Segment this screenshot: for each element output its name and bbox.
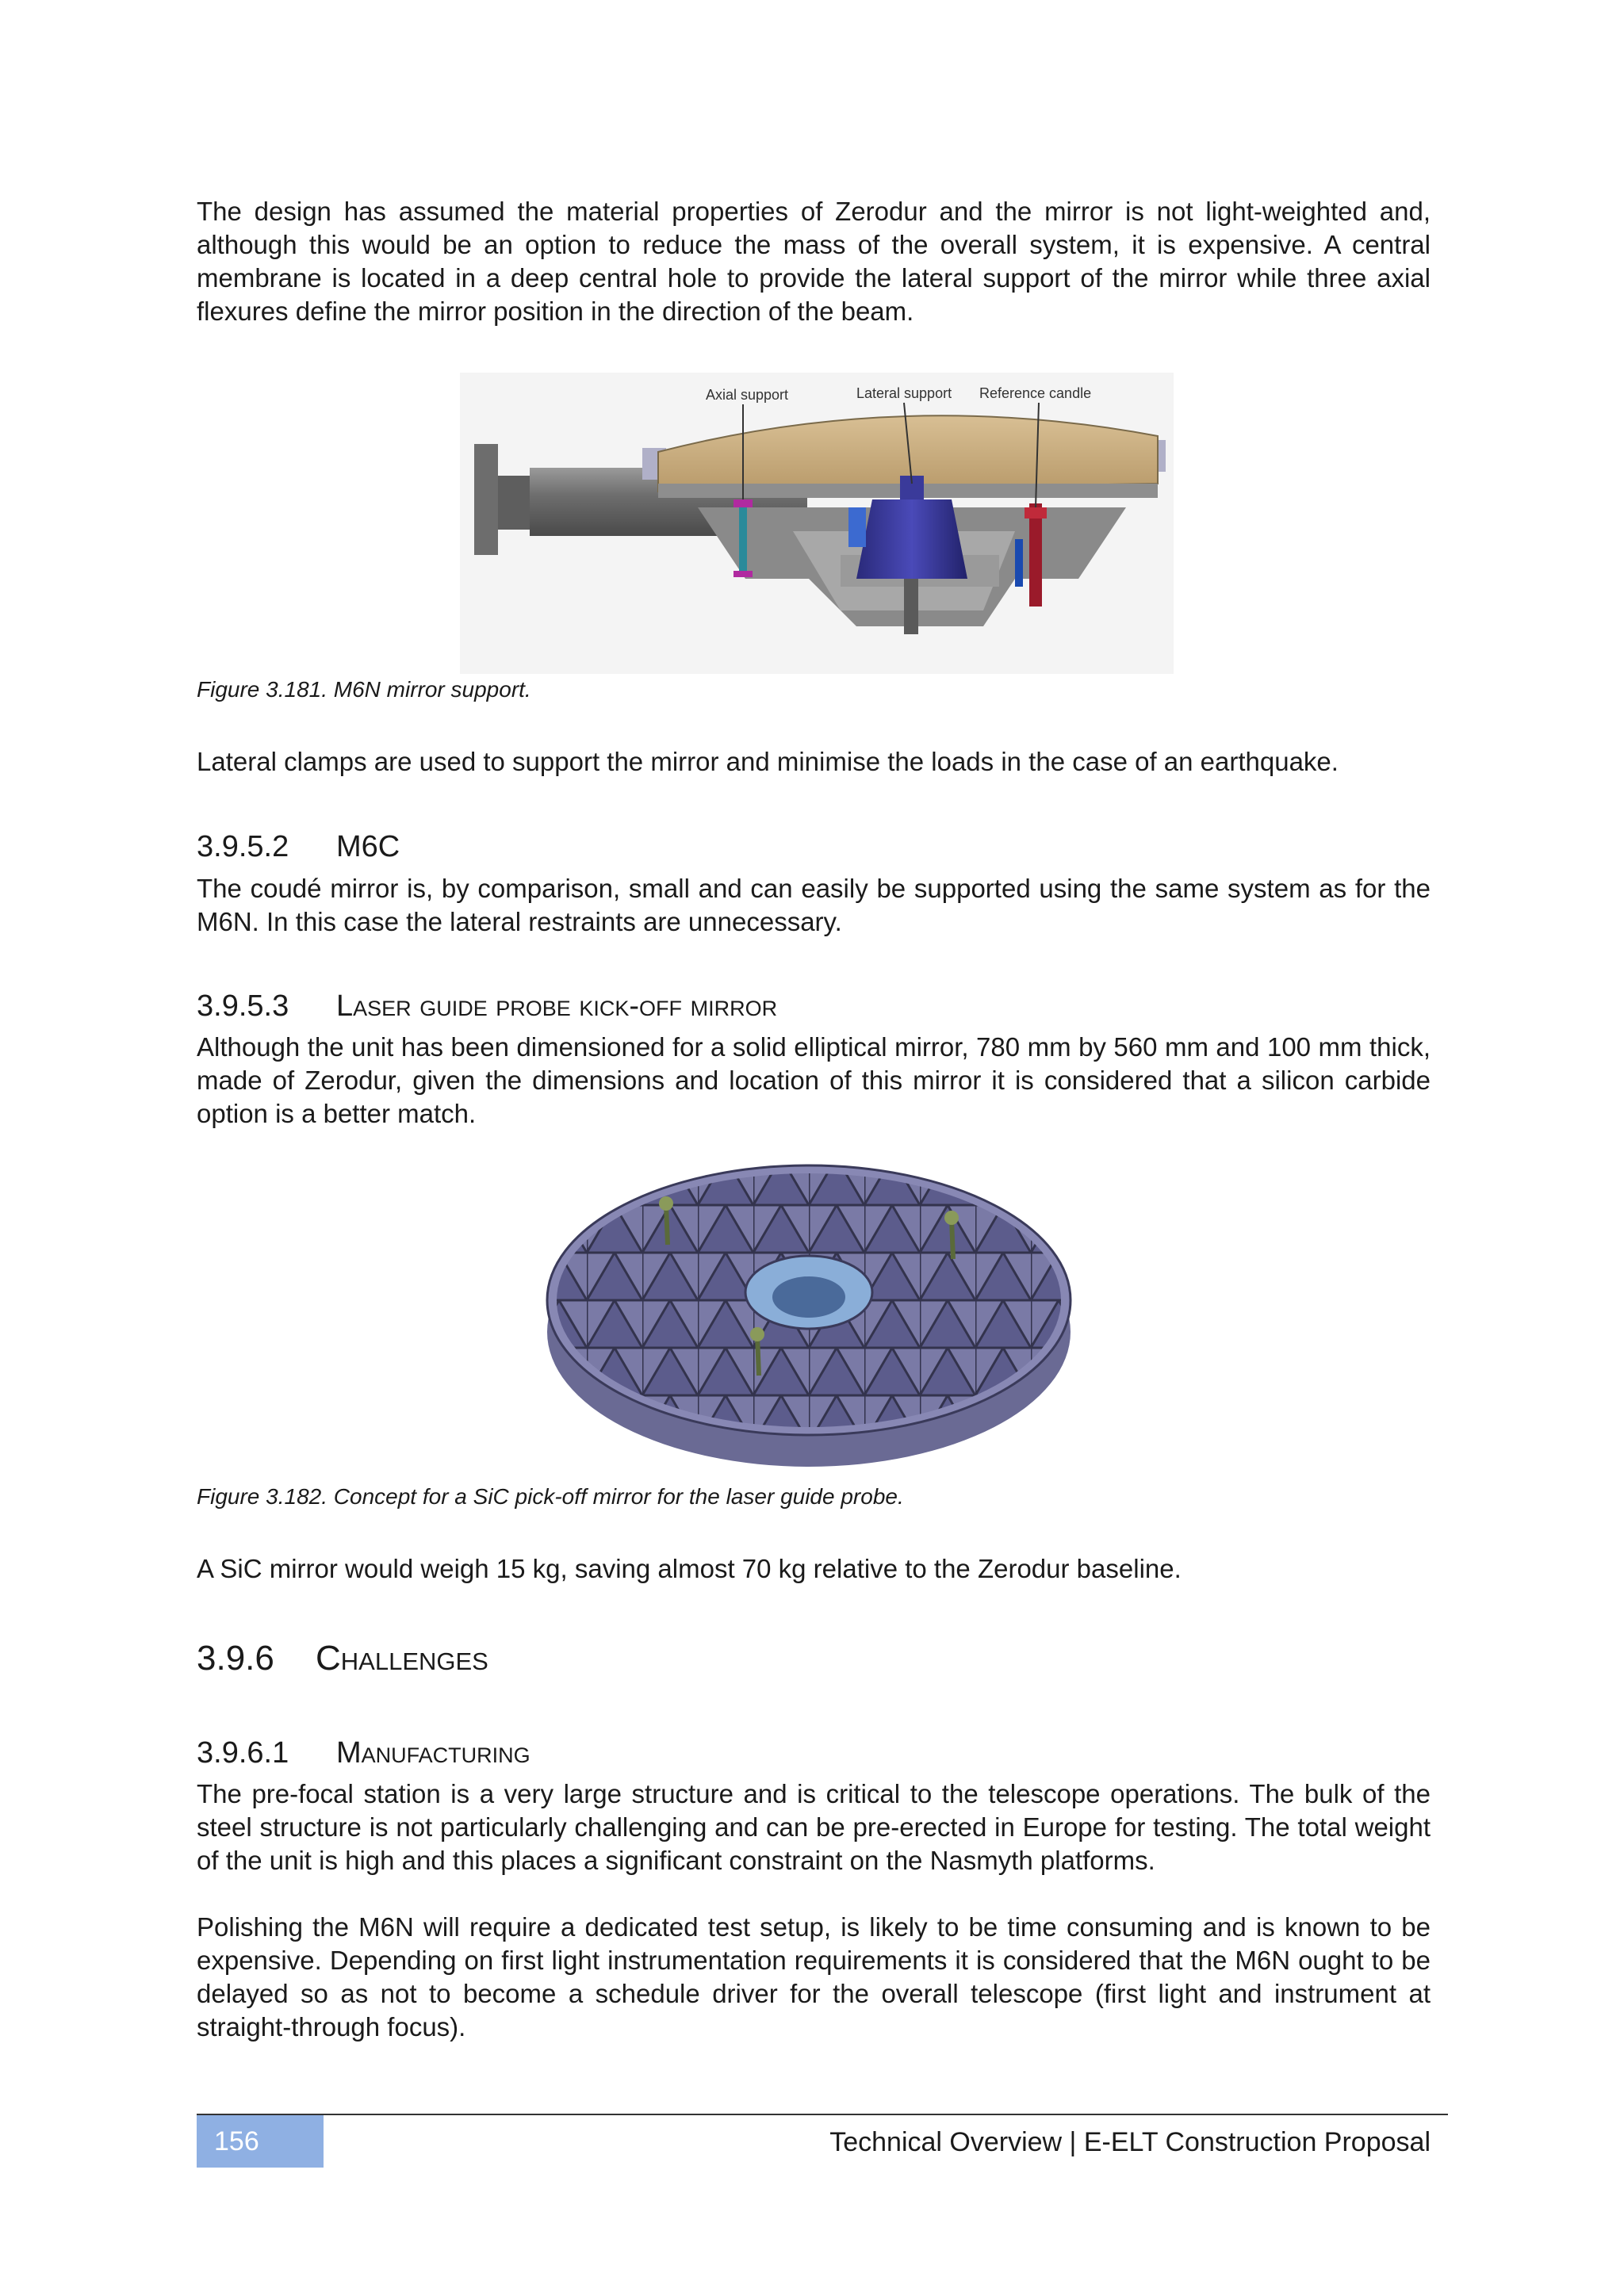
heading-laser-guide <box>197 988 777 1024</box>
paragraph-elliptical: Although the unit has been dimensioned for a solid elliptical mirror, 780 mm by 560 mm and 100 mm thick, made of Zerodur, given the dimensions and location of this mirror it is considered that a silicon carbide option is a better match. <box>197 1032 1431 1128</box>
heading-m6c <box>197 828 400 865</box>
heading-challenges <box>197 1638 488 1679</box>
figure-m6n-mirror-support <box>460 373 1174 674</box>
footer-rule <box>197 2114 1448 2115</box>
heading-number: 3.9.6.1 <box>197 1736 289 1770</box>
heading-number: 3.9.6 <box>197 1639 274 1678</box>
heading-number: 3.9.5.2 <box>197 830 289 863</box>
figure-caption-sic: Figure 3.182. Concept for a SiC pick-off mirror for the laser guide probe. <box>197 1484 904 1509</box>
paragraph-material: The design has assumed the material properties of Zerodur and the mirror is not light-weighted and, although this would be an option to reduce the mass of the overall system, it is expensive. A central membrane is located in a deep central hole to provide the lateral support of the mirror while three axial flexures define the mirror position in the direction of the beam. <box>197 197 1431 326</box>
heading-title: Manufacturing <box>336 1736 530 1770</box>
paragraph-sic-weight: A SiC mirror would weigh 15 kg, saving almost 70 kg relative to the Zerodur baseline. <box>197 1554 1182 1583</box>
heading-title: M6C <box>336 830 400 863</box>
label-lateral-support: Lateral support <box>856 385 952 401</box>
paragraph-polishing: Polishing the M6N will require a dedicated test setup, is likely to be time consuming and is known to be expensive. Depending on first light instrumentation requirements it is considered that the M6N ought to be delayed so as not to become a schedule driver for the overall telescope (first light and instrument at straight-through focus). <box>197 1912 1431 2042</box>
central-membrane <box>772 1276 845 1318</box>
page-number: 156 <box>197 2115 324 2168</box>
heading-title: Challenges <box>316 1639 488 1678</box>
footer-title: Technical Overview | E-ELT Construction Proposal <box>829 2127 1431 2157</box>
heading-manufacturing <box>197 1735 530 1771</box>
heading-title: Laser guide probe kick-off mirror <box>336 989 778 1023</box>
paragraph-coude: The coudé mirror is, by comparison, small and can easily be supported using the same system as for the M6N. In this case the lateral restraints are unnecessary. <box>197 874 1431 936</box>
figure-sic-pickoff-mirror <box>531 1158 1086 1475</box>
label-axial-support: Axial support <box>706 387 789 403</box>
figure-caption-m6n: Figure 3.181. M6N mirror support. <box>197 677 531 702</box>
paragraph-lateral-clamps: Lateral clamps are used to support the mirror and minimise the loads in the case of an earthquake. <box>197 747 1339 776</box>
heading-number: 3.9.5.3 <box>197 989 289 1023</box>
paragraph-prefocal: The pre-focal station is a very large structure and is critical to the telescope operations. The bulk of the steel structure is not particularly challenging and can be pre-erected in Europe for testing. The total weight of the unit is high and this places a significant constraint on the Nasmyth platforms. <box>197 1779 1431 1875</box>
label-reference-candle: Reference candle <box>979 385 1092 401</box>
